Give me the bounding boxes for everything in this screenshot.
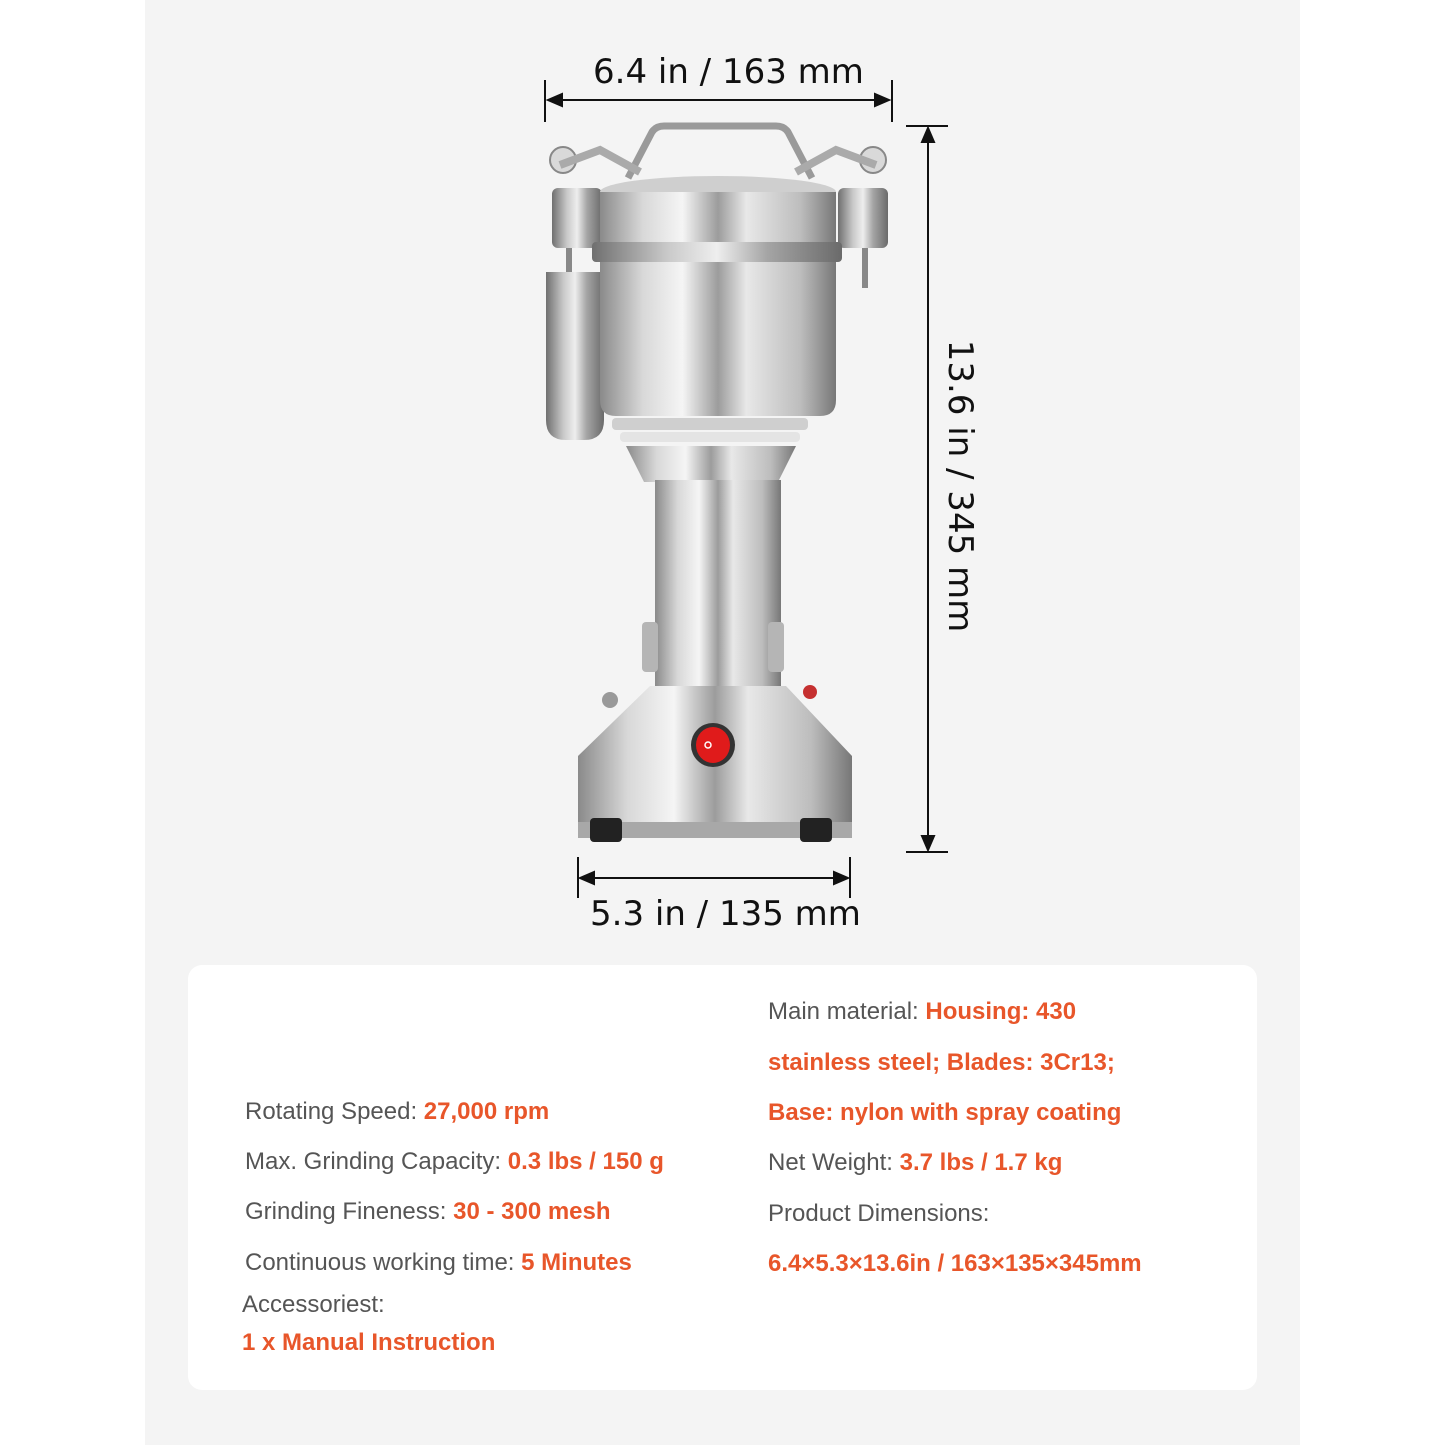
spec-value: Housing: 430 [925, 998, 1077, 1025]
spec-label: Max. Grinding Capacity: [245, 1148, 508, 1175]
power-switch-icon [691, 723, 735, 767]
spec-value: 27,000 rpm [423, 1098, 550, 1125]
spec-working-time [245, 1249, 632, 1277]
spec-main-material-line2: stainless steel; Blades: 3Cr13; [768, 1049, 1115, 1076]
spec-product-dimensions-value: 6.4×5.3×13.6in / 163×135×345mm [768, 1250, 1142, 1277]
spec-net-weight [768, 1149, 1062, 1177]
height-dimension: 13.6 in / 345 mm [940, 339, 980, 633]
spec-label: Grinding Fineness: [245, 1198, 454, 1225]
spec-accessories-label: Accessoriest: [242, 1291, 385, 1318]
spec-label: Main material: [768, 998, 926, 1025]
spec-rotating-speed [245, 1098, 549, 1126]
spec-value: 0.3 lbs / 150 g [507, 1148, 664, 1175]
width-bottom-dimension-line [578, 857, 850, 898]
width-bottom-dimension: 5.3 in / 135 mm [590, 894, 861, 934]
spec-label: Rotating Speed: [245, 1098, 424, 1125]
spec-accessories-value: 1 x Manual Instruction [242, 1329, 496, 1356]
spec-value: 30 - 300 mesh [453, 1198, 611, 1225]
width-top-dimension: 6.4 in / 163 mm [593, 52, 864, 92]
spec-value: 5 Minutes [521, 1249, 632, 1276]
spec-card [188, 965, 1257, 1390]
spec-main-material-line3: Base: nylon with spray coating [768, 1099, 1122, 1126]
spec-label: Continuous working time: [245, 1249, 522, 1276]
spec-main-material [768, 998, 1076, 1026]
spec-product-dimensions-label: Product Dimensions: [768, 1200, 990, 1227]
spec-value: 3.7 lbs / 1.7 kg [899, 1149, 1063, 1176]
spec-grinding-fineness [245, 1198, 611, 1226]
spec-label: Net Weight: [768, 1149, 900, 1176]
spec-max-capacity [245, 1148, 664, 1176]
